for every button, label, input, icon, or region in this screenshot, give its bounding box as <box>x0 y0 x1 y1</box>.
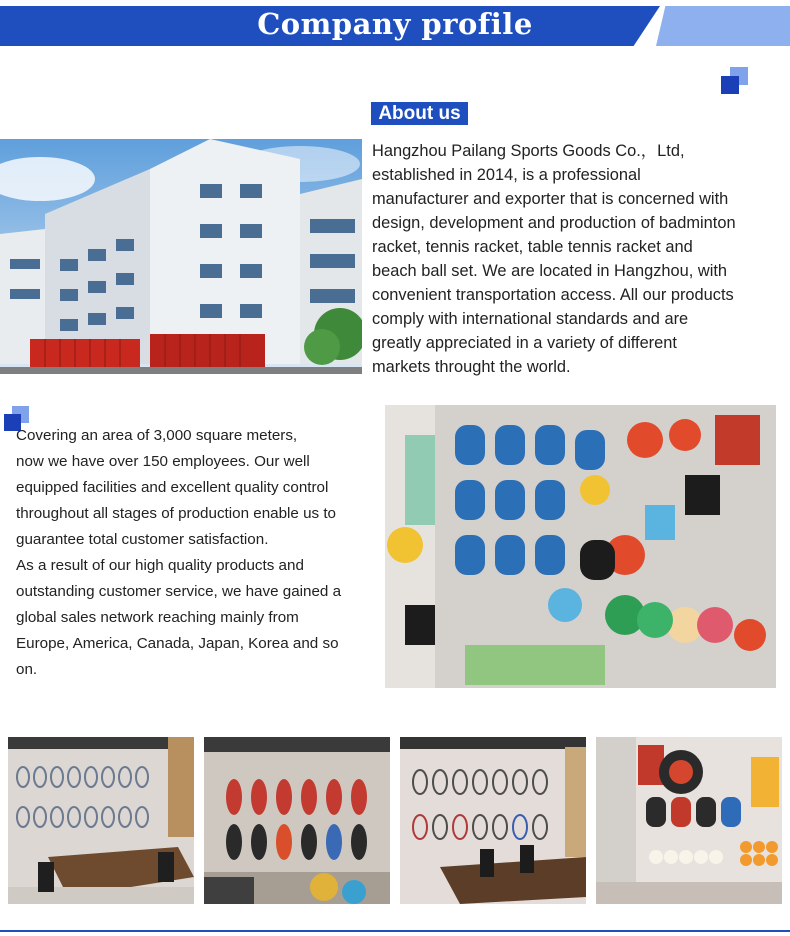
about-paragraph: Hangzhou Pailang Sports Goods Co.，Ltd, established in 2014, is a professional manufacturer and exporter that is concerned with design, development and production of badminton racket, tennis racket, table tennis racket and beach ball set. We are located in Hangzhou, with convenient transportation access. All our products comply with international standards and are greatly appreciated in a variety of different markets throught the world. <box>372 142 736 376</box>
showroom-illustration-4 <box>596 737 782 904</box>
page-title: Company profile <box>257 7 533 41</box>
showroom-pegboard-photo <box>385 405 776 688</box>
showroom-illustration-2 <box>204 737 390 904</box>
showroom-illustration-3 <box>400 737 586 904</box>
showroom-photo-2 <box>204 737 390 904</box>
showroom-illustration-1 <box>8 737 194 904</box>
factory-illustration <box>0 139 362 374</box>
pegboard-illustration <box>385 405 776 688</box>
decor-square-dark <box>721 76 739 94</box>
showroom-photo-1 <box>8 737 194 904</box>
facility-paragraph: Covering an area of 3,000 square meters, now we have over 150 employees. Our well equipped facilities and excellent quality control throughout all stages of production enable us to guarantee total customer satisfaction. As a result of our high quality products and outstanding customer service, we have gained a global sales network reaching mainly from Europe, America, Canada, Japan, Korea and so on. <box>16 427 342 678</box>
showroom-photo-3 <box>400 737 586 904</box>
showroom-photo-4 <box>596 737 782 904</box>
about-us-tag: About us <box>371 102 468 125</box>
footer-divider <box>0 930 790 932</box>
factory-building-photo <box>0 139 362 374</box>
